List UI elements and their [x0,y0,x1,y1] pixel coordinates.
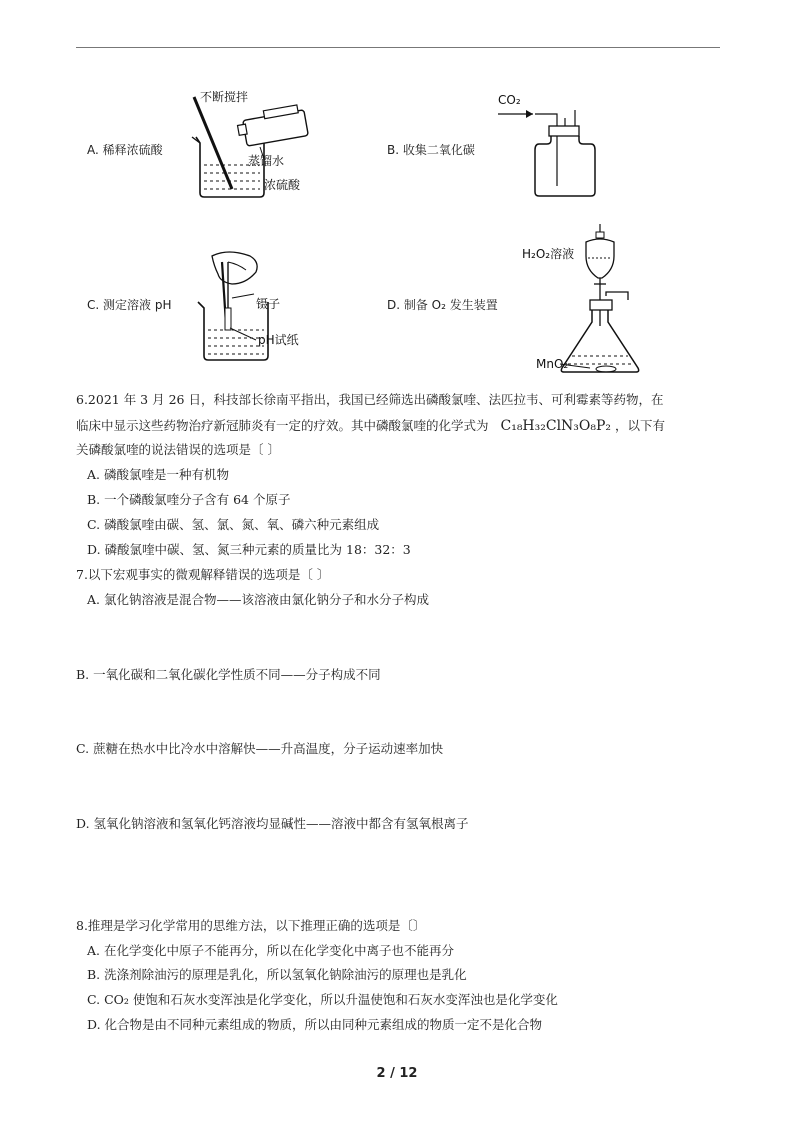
figure-c-paper-label: pH试纸 [258,333,299,347]
q8-option-d: D. 化合物是由不同种元素组成的物质，所以由同种元素组成的物质一定不是化合物 [87,1017,543,1032]
figure-d-catalyst-label: MnO₂ [536,357,569,371]
q5-option-d: D. 制备 O₂ 发生装置 [387,298,498,312]
q6-stem-line2-text: 临床中显示这些药物治疗新冠肺炎有一定的疗效。其中磷酸氯喹的化学式为 [76,418,489,433]
header-rule [76,47,720,48]
q6-stem-line3: 关磷酸氯喹的说法错误的选项是〔 〕 [76,442,280,457]
q6-option-c: C. 磷酸氯喹由碳、氢、氯、氮、氧、磷六种元素组成 [87,517,380,532]
figure-b-gas-bottle [495,88,605,200]
q5-option-b: B. 收集二氧化碳 [387,143,475,157]
q6-formula: C₁₈H₃₂ClN₃O₈P₂ [500,418,612,434]
figure-c-tweezers-label: 镊子 [256,297,281,311]
figure-a-water-label: 蒸馏水 [248,154,285,168]
page-number: 2 / 12 [376,1066,418,1081]
q8-option-c: C. CO₂ 使饱和石灰水变浑浊是化学变化，所以升温使饱和石灰水变浑浊也是化学变化 [87,992,558,1007]
figure-a-acid-label: 浓硫酸 [264,178,301,192]
q7-option-d: D. 氢氧化钠溶液和氢氧化钙溶液均显碱性——溶液中都含有氢氧根离子 [76,816,469,831]
q7-option-a: A. 氯化钠溶液是混合物——该溶液由氯化钠分子和水分子构成 [87,592,429,607]
q6-option-b: B. 一个磷酸氯喹分子含有 64 个原子 [87,492,291,507]
q5-option-c: C. 测定溶液 pH [87,298,172,312]
q6-stem-line1: 6.2021 年 3 月 26 日，科技部长徐南平指出，我国已经筛选出磷酸氯喹、法匹拉韦、可利霉素等药物，在 [76,392,664,407]
q8-option-b: B. 洗涤剂除油污的原理是乳化，所以氢氧化钠除油污的原理也是乳化 [87,967,467,982]
figure-b-gas-label: CO₂ [498,93,521,107]
figure-d-solution-label: H₂O₂溶液 [522,247,575,261]
q6-option-a: A. 磷酸氯喹是一种有机物 [87,467,229,482]
q7-option-c: C. 蔗糖在热水中比冷水中溶解快——升高温度，分子运动速率加快 [76,741,444,756]
figure-c-ph-test [188,248,328,370]
q6-option-d: D. 磷酸氯喹中碳、氢、氮三种元素的质量比为 18：32：3 [87,542,411,557]
q6-stem-line2-tail: ，以下有 [615,418,666,433]
figure-a-dilution [180,85,320,205]
q7-stem: 7.以下宏观事实的微观解释错误的选项是〔 〕 [76,567,330,582]
q8-stem: 8.推理是学习化学常用的思维方法，以下推理正确的选项是〔〕 [76,918,426,933]
q5-option-a: A. 稀释浓硫酸 [87,143,163,157]
figure-d-o2-apparatus [520,222,650,378]
q8-option-a: A. 在化学变化中原子不能再分，所以在化学变化中离子也不能再分 [87,943,454,958]
q6-stem-line2 [76,418,665,434]
figure-a-stir-label: 不断搅拌 [200,90,249,104]
q7-option-b: B. 一氧化碳和二氧化碳化学性质不同——分子构成不同 [76,667,381,682]
